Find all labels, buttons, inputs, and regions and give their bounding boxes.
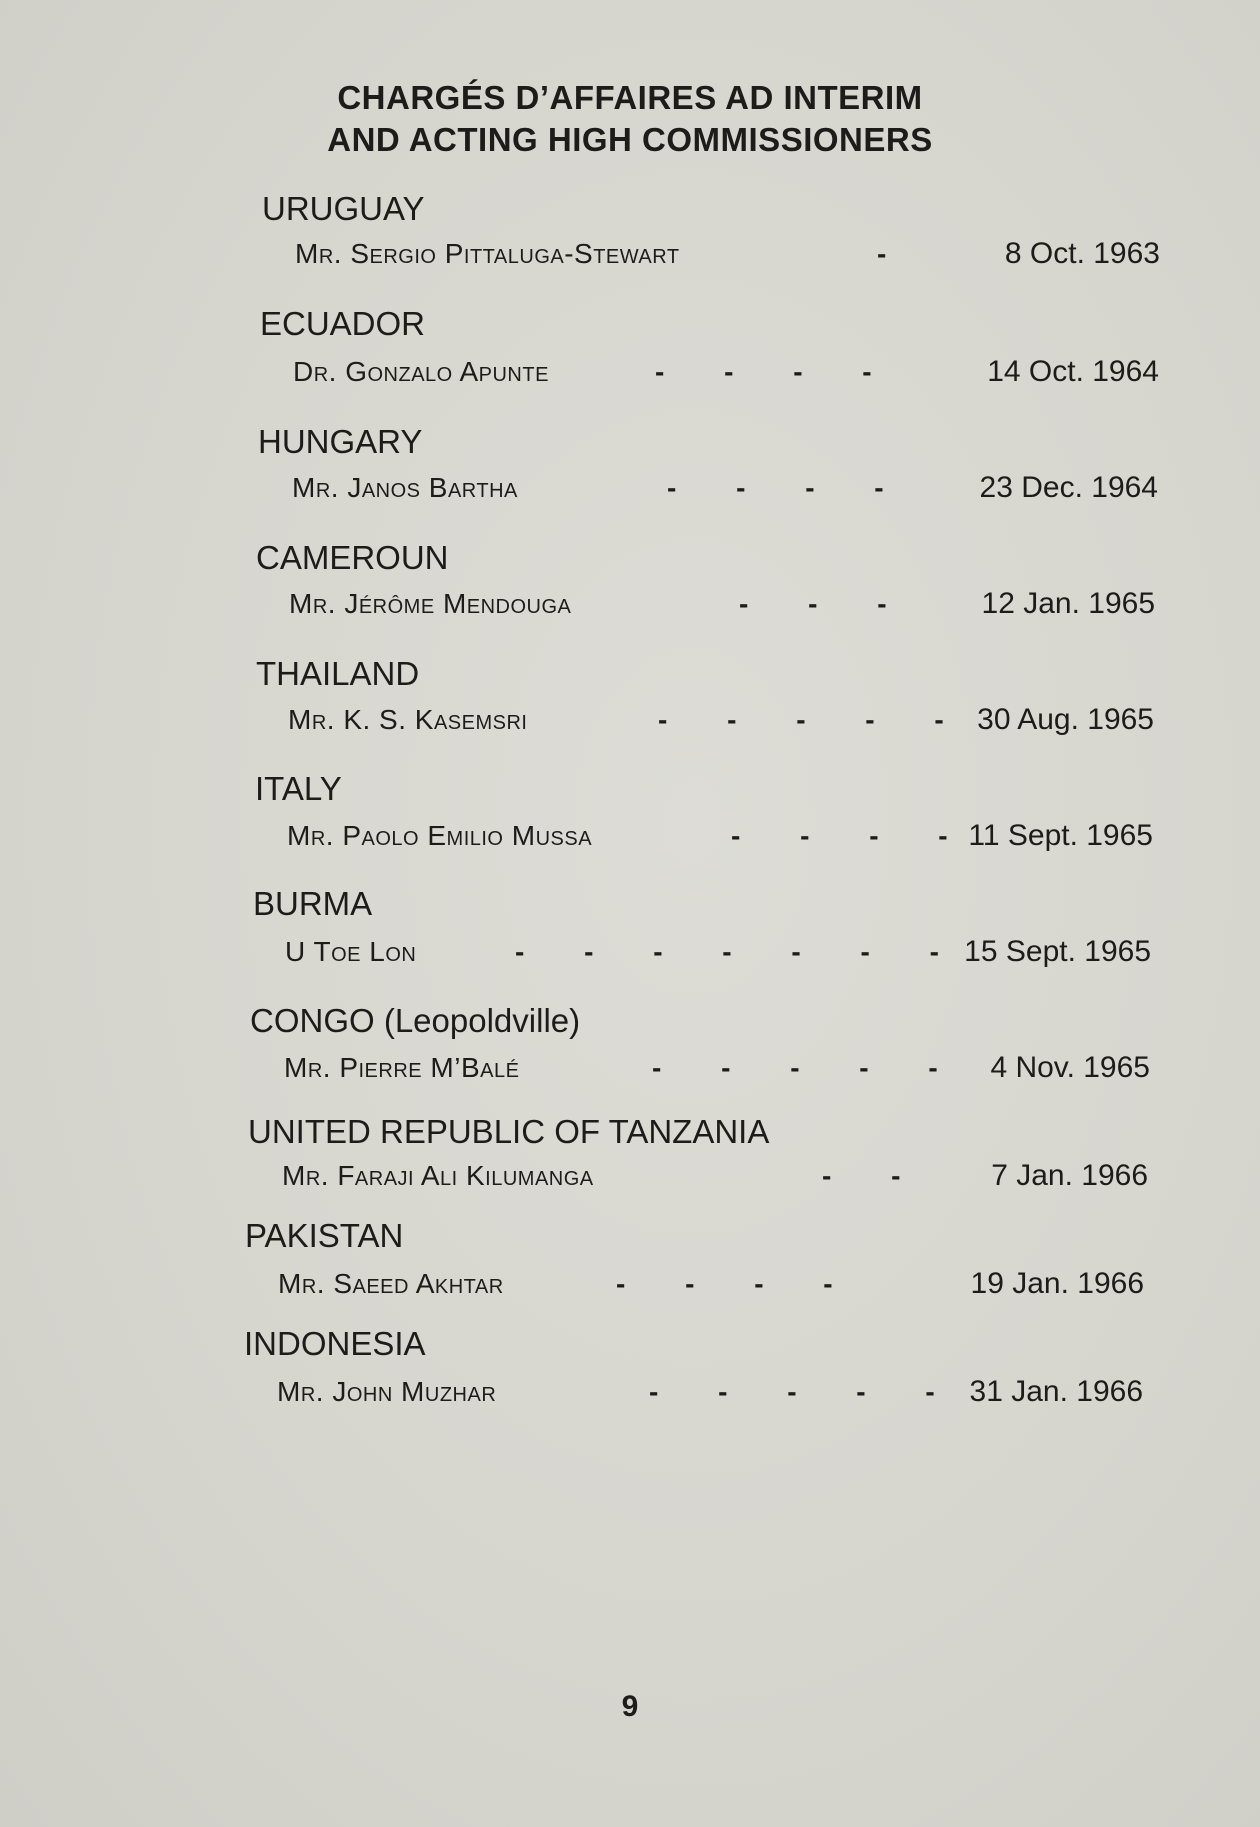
- appointment-date: 7 Jan. 1966: [991, 1159, 1148, 1192]
- page-title-line-1: CHARGÉS D’AFFAIRES AD INTERIM: [337, 79, 923, 116]
- representative-name: Mr. Janos Bartha: [292, 472, 518, 503]
- representative-name: U Toe Lon: [285, 936, 417, 967]
- leader-dashes: - - - -: [616, 1268, 859, 1299]
- entry-row: [295, 236, 1160, 272]
- appointment-date: 15 Sept. 1965: [964, 935, 1151, 968]
- country-heading: ECUADOR: [260, 305, 426, 342]
- appointment-date: 4 Nov. 1965: [990, 1051, 1150, 1084]
- country-heading: HUNGARY: [258, 423, 423, 460]
- entry-row: [285, 934, 1151, 970]
- leader-dashes: - - -: [739, 588, 913, 619]
- country-heading: BURMA: [253, 885, 373, 922]
- representative-name: Mr. Faraji Ali Kilumanga: [282, 1160, 594, 1191]
- representative-name: Mr. John Muzhar: [277, 1376, 497, 1407]
- country-heading: CAMEROUN: [256, 539, 449, 576]
- page-title-line-2: AND ACTING HIGH COMMISSIONERS: [327, 121, 933, 158]
- appointment-date: 12 Jan. 1965: [981, 587, 1155, 620]
- representative-name: Mr. Paolo Emilio Mussa: [287, 820, 593, 851]
- appointment-date: 23 Dec. 1964: [979, 471, 1158, 504]
- page-number: 9: [621, 1690, 639, 1723]
- country-heading: URUGUAY: [262, 190, 425, 227]
- appointment-date: 30 Aug. 1965: [977, 703, 1154, 736]
- appointment-date: 19 Jan. 1966: [970, 1267, 1144, 1300]
- country-heading: UNITED REPUBLIC OF TANZANIA: [248, 1113, 770, 1150]
- appointment-date: 11 Sept. 1965: [968, 819, 1153, 852]
- representative-name: Mr. Pierre M’Balé: [284, 1052, 520, 1083]
- leader-dashes: - - - -: [731, 820, 974, 851]
- country-heading: INDONESIA: [244, 1325, 426, 1362]
- leader-dashes: - - - - -: [649, 1376, 961, 1407]
- entry-row: [287, 818, 1153, 854]
- representative-name: Mr. Saeed Akhtar: [278, 1268, 504, 1299]
- country-heading: THAILAND: [256, 655, 420, 692]
- leader-dashes: - -: [822, 1160, 927, 1191]
- country-heading: CONGO (Leopoldville): [250, 1002, 581, 1039]
- entry-row: [282, 1158, 1148, 1194]
- leader-dashes: -: [877, 238, 913, 269]
- leader-dashes: - - - - - - -: [515, 936, 965, 967]
- leader-dashes: - - - -: [667, 472, 910, 503]
- leader-dashes: - - - - -: [658, 704, 970, 735]
- entry-row: [293, 354, 1159, 390]
- entry-row: [289, 586, 1155, 622]
- entry-row: [278, 1266, 1144, 1302]
- representative-name: Mr. K. S. Kasemsri: [288, 704, 528, 735]
- entry-row: [284, 1050, 1150, 1086]
- representative-name: Dr. Gonzalo Apunte: [293, 356, 549, 387]
- entry-row: [277, 1374, 1143, 1410]
- country-heading: PAKISTAN: [245, 1217, 404, 1254]
- leader-dashes: - - - - -: [652, 1052, 964, 1083]
- leader-dashes: - - - -: [655, 356, 898, 387]
- appointment-date: 31 Jan. 1966: [969, 1375, 1143, 1408]
- representative-name: Mr. Sergio Pittaluga-Stewart: [295, 238, 680, 269]
- appointment-date: 8 Oct. 1963: [1004, 237, 1160, 270]
- appointment-date: 14 Oct. 1964: [987, 355, 1159, 388]
- entry-row: [292, 470, 1158, 506]
- entry-row: [288, 702, 1154, 738]
- country-heading: ITALY: [255, 770, 342, 807]
- representative-name: Mr. Jérôme Mendouga: [289, 588, 572, 619]
